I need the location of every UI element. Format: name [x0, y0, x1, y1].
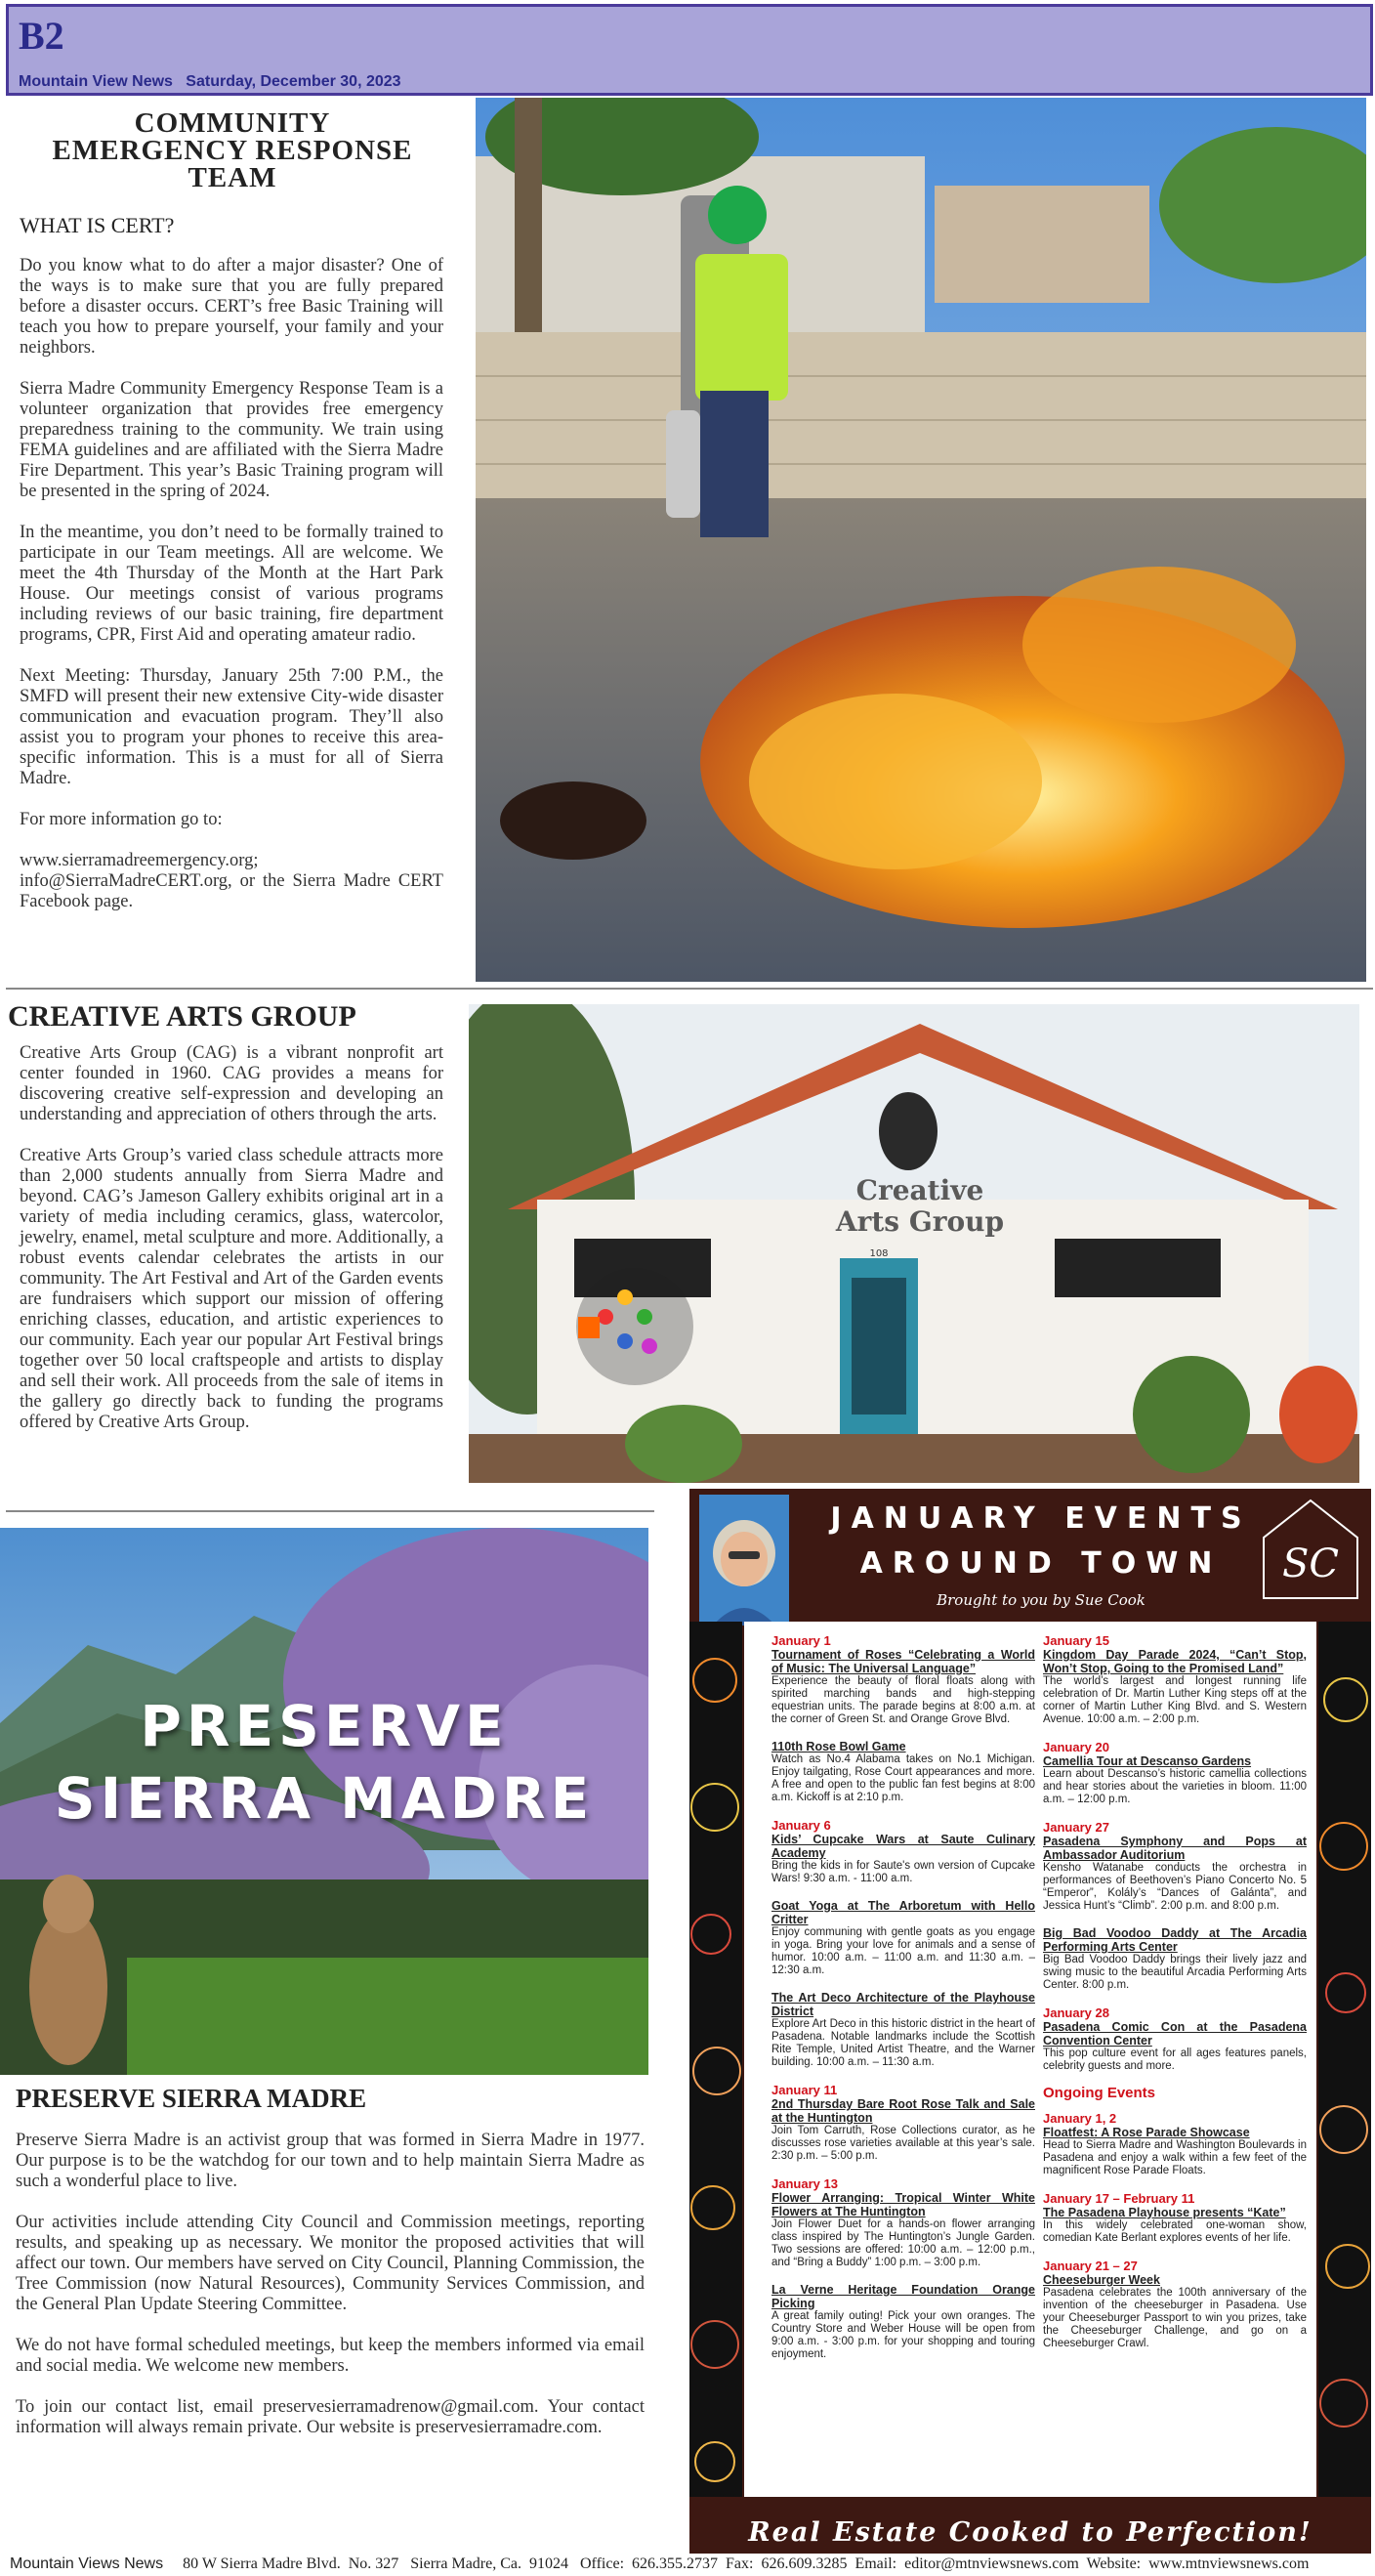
event-item [771, 2283, 1035, 2361]
cag-sign-line2: Arts Group [835, 1205, 1005, 1238]
event-item [1043, 1633, 1307, 1726]
event-item [1043, 2111, 1307, 2177]
event-item [771, 1740, 1035, 1804]
event-item [771, 1818, 1035, 1885]
event-date: January 6 [771, 1818, 831, 1833]
preserve-body: Preserve Sierra Madre is an activist group that was formed in Sierra Madre in 1977. Our purpose is to be the watchdog for our town and to help maintain Sierra Madre as such a wonderful place to live. Our activities include attending City Council and Commission meetings, reporting results, and speaking up as necessary. We monitor the proposed activities that will affect our town. Our members have served on City Council, Planning Commission, the Tree Commission (now Natural Resources), Community Services Commission, and the General Plan Update Steering Committee. We do not have formal scheduled meetings, but keep the members informed via email and social media. We welcome new members. To join our contact list, email preservesierramadrenow@gmail.com. Your contact information will always remain private. Our website is preservesierramadre.com. [16, 2131, 645, 2437]
event-date: January 17 – February 11 [1043, 2191, 1195, 2206]
sue-cook-portrait [699, 1495, 789, 1626]
event-item [771, 1899, 1035, 1977]
cag-headline: CREATIVE ARTS GROUP [8, 1000, 356, 1033]
event-description: In this widely celebrated one-woman show, comedian Kate Berlant explores events of her life. [1043, 2219, 1307, 2244]
event-title: Pasadena Comic Con at the Pasadena Convention Center [1043, 2020, 1307, 2048]
preserve-headline: PRESERVE SIERRA MADRE [16, 2084, 367, 2113]
cert-subhead: WHAT IS CERT? [20, 213, 175, 237]
event-title: Tournament of Roses “Celebrating a World of Music: The Universal Language” [771, 1648, 1035, 1675]
events-tagline: Real Estate Cooked to Perfection! [748, 2517, 1312, 2548]
dateline: Mountain View News Saturday, December 30, 2023 [19, 73, 401, 90]
sc-logo-icon [1260, 1497, 1361, 1602]
event-date: January 15 [1043, 1633, 1109, 1648]
event-title: Cheeseburger Week [1043, 2273, 1160, 2287]
events-title: JANUARY EVENTS AROUND TOWN [830, 1501, 1252, 1581]
event-title: La Verne Heritage Foundation Orange Picking [771, 2283, 1035, 2310]
event-description: The world’s largest and longest running life celebration of Dr. Martin Luther King steps off at the corner of Martin Luther King Blvd. and S. Western Avenue. 10:00 a.m. – 2:00 p.m. [1043, 1675, 1307, 1725]
cert-training-photo [476, 98, 1366, 982]
events-column-left [771, 1633, 1035, 2375]
event-item [1043, 1740, 1307, 1806]
event-description: Kensho Watanabe conducts the orchestra in performances of Beethoven’s Piano Concerto No. 5 “Emperor”, Kolály’s “Dances of Galánta”, and Jessica Hunt’s “Climb”. 2:00 p.m. and 8:00 p.m. [1043, 1862, 1307, 1912]
event-date: January 21 – 27 [1043, 2259, 1138, 2273]
event-description: Explore Art Deco in this historic district in the heart of Pasadena. Notable landmarks include the Scottish Rite Temple, United Artist Theatre, and the Warner building. 10:00 a.m. – 11:30 a.m. [771, 2018, 1035, 2068]
door-number: 108 [869, 1248, 889, 1259]
event-date: January 20 [1043, 1740, 1109, 1754]
event-title: Camellia Tour at Descanso Gardens [1043, 1754, 1252, 1768]
event-item [771, 1633, 1035, 1726]
event-item [771, 2083, 1035, 2163]
event-title: Big Bad Voodoo Daddy at The Arcadia Performing Arts Center [1043, 1926, 1307, 1954]
event-title: 2nd Thursday Bare Root Rose Talk and Sale at the Huntington [771, 2097, 1035, 2125]
cert-headline: COMMUNITY EMERGENCY RESPONSE TEAM [52, 107, 413, 193]
event-title: Pasadena Symphony and Pops at Ambassador Auditorium [1043, 1835, 1307, 1862]
ongoing-events-heading: Ongoing Events [1043, 2085, 1156, 2101]
events-byline: Brought to you by Sue Cook [937, 1591, 1146, 1609]
event-description: Bring the kids in for Saute's own version of Cupcake Wars! 9:30 a.m. - 11:00 a.m. [771, 1860, 1035, 1884]
event-description: Experience the beauty of floral floats along with spirited marching bands and high-stepping equestrian units. The parade begins at 8:00 a.m. at the corner of Green St. and Orange Grove Blvd. [771, 1675, 1035, 1725]
event-item [1043, 1820, 1307, 1913]
event-date: January 1 [771, 1633, 831, 1648]
event-title: The Art Deco Architecture of the Playhouse District [771, 1991, 1035, 2018]
events-listing [744, 1622, 1316, 2497]
event-description: Learn about Descanso’s historic camellia collections and hear stories about the varieties in bloom. 11:00 a.m. – 12:00 p.m. [1043, 1768, 1307, 1805]
event-description: A great family outing! Pick your own oranges. The Country Store and Weber House will be open from 9:00 a.m. - 3:00 p.m. for your shopping and touring enjoyment. [771, 2310, 1035, 2360]
event-title: Kingdom Day Parade 2024, “Can’t Stop, Won’t Stop, Going to the Promised Land” [1043, 1648, 1307, 1675]
section-divider [6, 1510, 654, 1512]
page-number: B2 [19, 14, 64, 58]
event-item [1043, 2259, 1307, 2350]
event-description: Join Flower Duet for a hands-on flower arranging class inspired by The Huntington’s Jungle Garden. Two sessions are offered: 10:00 a.m. – 12:00 p.m., and “Bring a Buddy” 1:00 p.m. – 3:00 p.m. [771, 2218, 1035, 2268]
svg-text:SC: SC [1281, 1541, 1340, 1586]
event-item [1043, 1926, 1307, 1992]
footer-publication: Mountain Views News [10, 2555, 164, 2572]
fireworks-border-left [689, 1622, 742, 2497]
event-title: 110th Rose Bowl Game [771, 1740, 906, 1753]
event-description: Pasadena celebrates the 100th anniversary of the invention of the cheeseburger in Pasadena. Use your Cheeseburger Passport to win you prizes, take the Cheeseburger Challenge, and go on a Cheeseburger Crawl. [1043, 2287, 1307, 2349]
event-description: Watch as No.4 Alabama takes on No.1 Michigan. Enjoy tailgating, Rose Court appearances and more. A free and open to the public fan fest begins at 8:00 a.m. Kickoff is at 2:10 p.m. [771, 1753, 1035, 1803]
footer-contact: 80 W Sierra Madre Blvd. No. 327 Sierra Madre, Ca. 91024 Office: 626.355.2737 Fax: 626.609.3285 Email: editor@mtnviewsnews.com Website: www.mtnviewsnews.com [163, 2555, 1310, 2572]
page-footer [10, 2555, 1373, 2573]
event-description: Join Tom Carruth, Rose Collections curator, as he discusses rose varieties available at this year’s sale. 2:30 p.m. – 5:00 p.m. [771, 2125, 1035, 2162]
event-description: This pop culture event for all ages features panels, celebrity guests and more. [1043, 2048, 1307, 2072]
event-item [771, 1991, 1035, 2069]
event-item [1043, 2006, 1307, 2073]
cert-body: Do you know what to do after a major disaster? One of the ways is to make sure that you are fully prepared before a disaster occurs. CERT’s free Basic Training will teach you how to prepare yourself, your family and your neighbors. Sierra Madre Community Emergency Response Team is a volunteer organization that provides free emergency preparedness training to the community. We train using FEMA guidelines and are affiliated with the Sierra Madre Fire Department. This year’s Basic Training program will be presented in the spring of 2024. In the meantime, you don’t need to be formally trained to participate in our Team meetings. All are welcome. We meet the 4th Thursday of the Month at the Hart Park House. Our meetings consist of various programs including reviews of our basic training, fire department programs, CPR, First Aid and operating amateur radio. Next Meeting: Thursday, January 25th 7:00 P.M., the SMFD will present their new extensive City-wide disaster communication and evacuation program. They’ll also assist you to program your phones to receive this area-specific information. This is a must for all of Sierra Madre. For more information go to: www.sierramadreemergency.org; info@SierraMadreCERT.org, or the Sierra Madre CERT Facebook page. [20, 256, 443, 911]
event-description: Big Bad Voodoo Daddy brings their lively jazz and swing music to the beautiful Arcadia Performing Arts Center. 8:00 p.m. [1043, 1954, 1307, 1991]
event-title: The Pasadena Playhouse presents “Kate” [1043, 2206, 1286, 2219]
preserve-photo-title: PRESERVE SIERRA MADRE [54, 1693, 595, 1832]
events-column-right [1043, 1633, 1307, 2364]
cag-body: Creative Arts Group (CAG) is a vibrant nonprofit art center founded in 1960. CAG provides a means for discovering creative self-expression and developing an understanding and appreciation of others through the arts. Creative Arts Group’s varied class schedule attracts more than 2,000 students annually from Sierra Madre and beyond. CAG’s Jameson Gallery exhibits original art in a variety of media including ceramics, glass, watercolor, jewelry, enamel, metal sculpture and more. Additionally, a robust events calendar celebrates the artists in our community. The Art Festival and Art of the Garden events are fundraisers which support our mission of offering enriching classes, education, and artistic experiences to our community. Each year our popular Art Festival brings together over 50 local craftspeople and artists to display and sell their work. All proceeds from the sale of items in the gallery go directly back to funding the programs offered by Creative Arts Group. [20, 1043, 443, 1432]
creative-arts-group-building-photo [469, 1004, 1359, 1483]
section-divider [6, 988, 1373, 990]
event-title: Kids’ Cupcake Wars at Saute Culinary Academy [771, 1833, 1035, 1860]
event-item [771, 2176, 1035, 2269]
event-title: Goat Yoga at The Arboretum with Hello Critter [771, 1899, 1035, 1926]
january-events-panel [689, 1489, 1371, 2554]
event-date: January 1, 2 [1043, 2111, 1117, 2126]
masthead [6, 4, 1373, 96]
event-title: Flower Arranging: Tropical Winter White Flowers at The Huntington [771, 2191, 1035, 2218]
fireworks-border-right [1318, 1622, 1371, 2497]
event-description: Head to Sierra Madre and Washington Boulevards in Pasadena and enjoy a walk within a few feet of the magnificent Rose Parade Floats. [1043, 2139, 1307, 2176]
event-title: Floatfest: A Rose Parade Showcase [1043, 2126, 1250, 2139]
event-item [1043, 2191, 1307, 2245]
event-description: Enjoy communing with gentle goats as you engage in yoga. Bring your love for animals and a sense of humor. 10:00 a.m. – 11:00 a.m. and 11:30 a.m. – 12:30 a.m. [771, 1926, 1035, 1976]
cag-sign-line1: Creative [855, 1174, 984, 1206]
event-date: January 28 [1043, 2006, 1109, 2020]
event-date: January 27 [1043, 1820, 1109, 1835]
event-date: January 13 [771, 2176, 838, 2191]
event-date: January 11 [771, 2083, 838, 2097]
